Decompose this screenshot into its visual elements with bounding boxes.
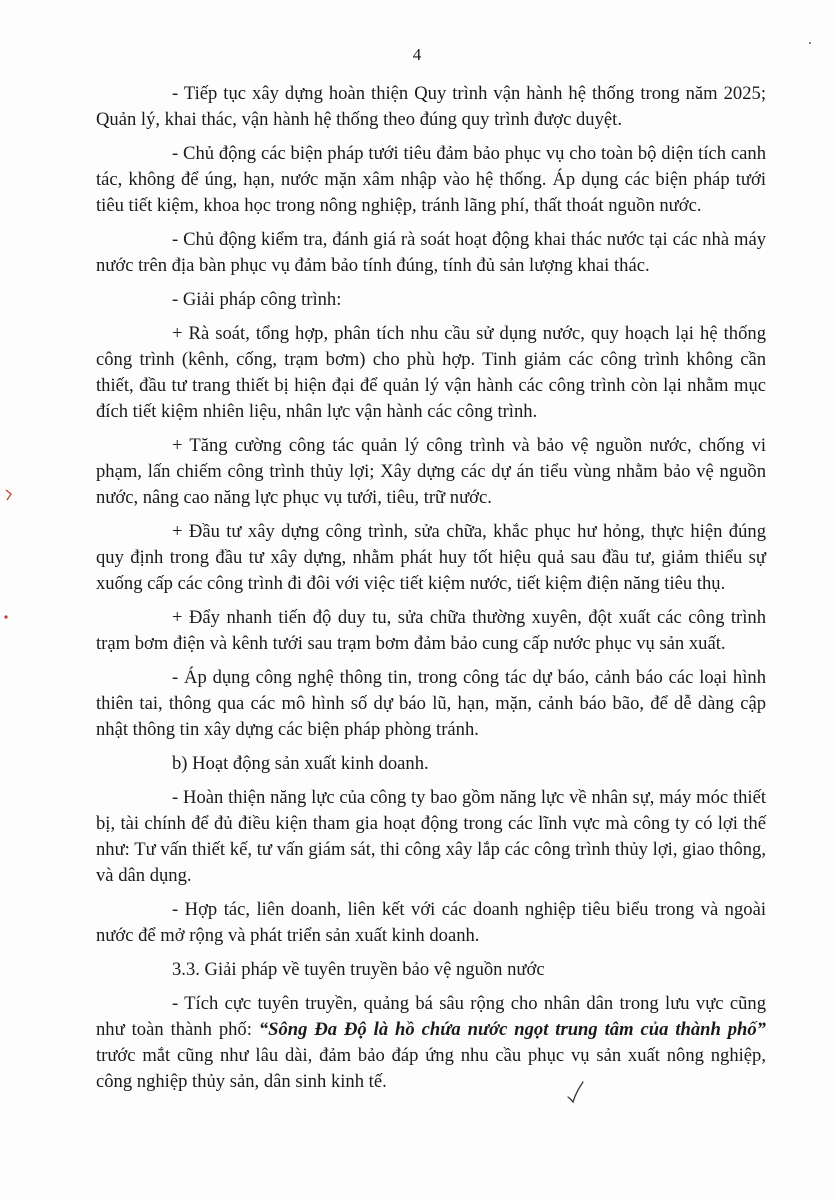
margin-mark-lower [2,613,10,621]
margin-mark-upper [4,488,14,502]
paragraph-strengthen-management: + Tăng cường công tác quản lý công trình và bảo vệ nguồn nước, chống vi phạm, lấn chiếm công trình thủy lợi; Xây dựng các dự án tiểu vùng nhằm bảo vệ nguồn nước, nâng cao năng lực phục vụ tưới, tiêu, trữ nước. [96,434,766,509]
paragraph-apply-it: - Áp dụng công nghệ thông tin, trong công tác dự báo, cảnh báo các loại hình thiên tai, thông qua các mô hình số dự báo lũ, hạn, mặn, cảnh báo bão, để dễ dàng cập nhật thông tin xây dựng các biện pháp phòng tránh. [96,667,766,741]
paragraph-company-capacity: - Hoàn thiện năng lực của công ty bao gồm năng lực về nhân sự, máy móc thiết bị, tài chính để đủ điều kiện tham gia hoạt động trong các lĩnh vực mà công ty có lợi thế như: Tư vấn thiết kế, tư vấn giám sát, thi công xây lắp các công trình thủy lợi, giao thông, và dân dụng. [96,786,766,887]
document-body [96,81,766,1103]
handwritten-tick-mark [566,1080,586,1104]
propaganda-text-after: trước mắt cũng như lâu dài, đảm bảo đáp ứng nhu cầu phục vụ sản xuất nông nghiệp, công nghiệp thủy sản, dân sinh kinh tế. [96,1045,766,1093]
paragraph-propaganda [96,991,766,1096]
page-number: 4 [412,45,422,64]
paragraph-cooperation: - Hợp tác, liên doanh, liên kết với các doanh nghiệp tiêu biểu trong và ngoài nước để mở rộng và phát triển sản xuất kinh doanh. [96,899,766,947]
paragraph-invest-construction: + Đầu tư xây dựng công trình, sửa chữa, khắc phục hư hỏng, thực hiện đúng quy định trong đầu tư xây dựng, nhằm phát huy tốt hiệu quả sau đầu tư, giảm thiểu sự xuống cấp các công trình đi đôi với việc tiết kiệm nước, tiết kiệm điện năng tiêu thụ. [96,521,766,595]
paragraph-inspection: - Chủ động kiểm tra, đánh giá rà soát hoạt động khai thác nước tại các nhà máy nước trên địa bàn phục vụ đảm bảo tính đúng, tính đủ sản lượng khai thác. [96,229,766,277]
paragraph-business-heading: b) Hoạt động sản xuất kinh doanh. [172,753,429,775]
paragraph-review-planning: + Rà soát, tổng hợp, phân tích nhu cầu sử dụng nước, quy hoạch lại hệ thống công trình (kênh, cống, trạm bơm) cho phù hợp. Tinh giảm các công trình không cần thiết, đầu tư trang thiết bị hiện đại để quản lý vận hành các công trình còn lại nhằm mục đích tiết kiệm nhiên liệu, nhân lực vận hành các công trình. [96,322,766,423]
paragraph-irrigation-measures: - Chủ động các biện pháp tưới tiêu đảm bảo phục vụ cho toàn bộ diện tích canh tác, không để úng, hạn, nước mặn xâm nhập vào hệ thống. Áp dụng các biện pháp tưới tiêu tiết kiệm, khoa học trong nông nghiệp, tránh lãng phí, thất thoát nguồn nước. [96,142,766,217]
section-heading-3-3: 3.3. Giải pháp về tuyên truyền bảo vệ nguồn nước [172,959,545,981]
propaganda-slogan: “Sông Đa Độ là hồ chứa nước ngọt trung tâm của thành phố” [258,1019,766,1040]
paragraph-operating-procedure: - Tiếp tục xây dựng hoàn thiện Quy trình vận hành hệ thống trong năm 2025; Quản lý, khai thác, vận hành hệ thống theo đúng quy trình được duyệt. [96,83,766,131]
scan-speck [806,39,814,47]
paragraph-construction-solutions-heading: - Giải pháp công trình: [172,288,342,310]
paragraph-accelerate-maintenance: + Đẩy nhanh tiến độ duy tu, sửa chữa thường xuyên, đột xuất các công trình trạm bơm điện và kênh tưới sau trạm bơm đảm bảo cung cấp nước phục vụ sản xuất. [96,607,766,655]
propaganda-text-before: - Tích cực tuyên truyền, quảng bá sâu rộng cho nhân dân trong lưu vực cũng như toàn thành phố: [96,992,766,1040]
